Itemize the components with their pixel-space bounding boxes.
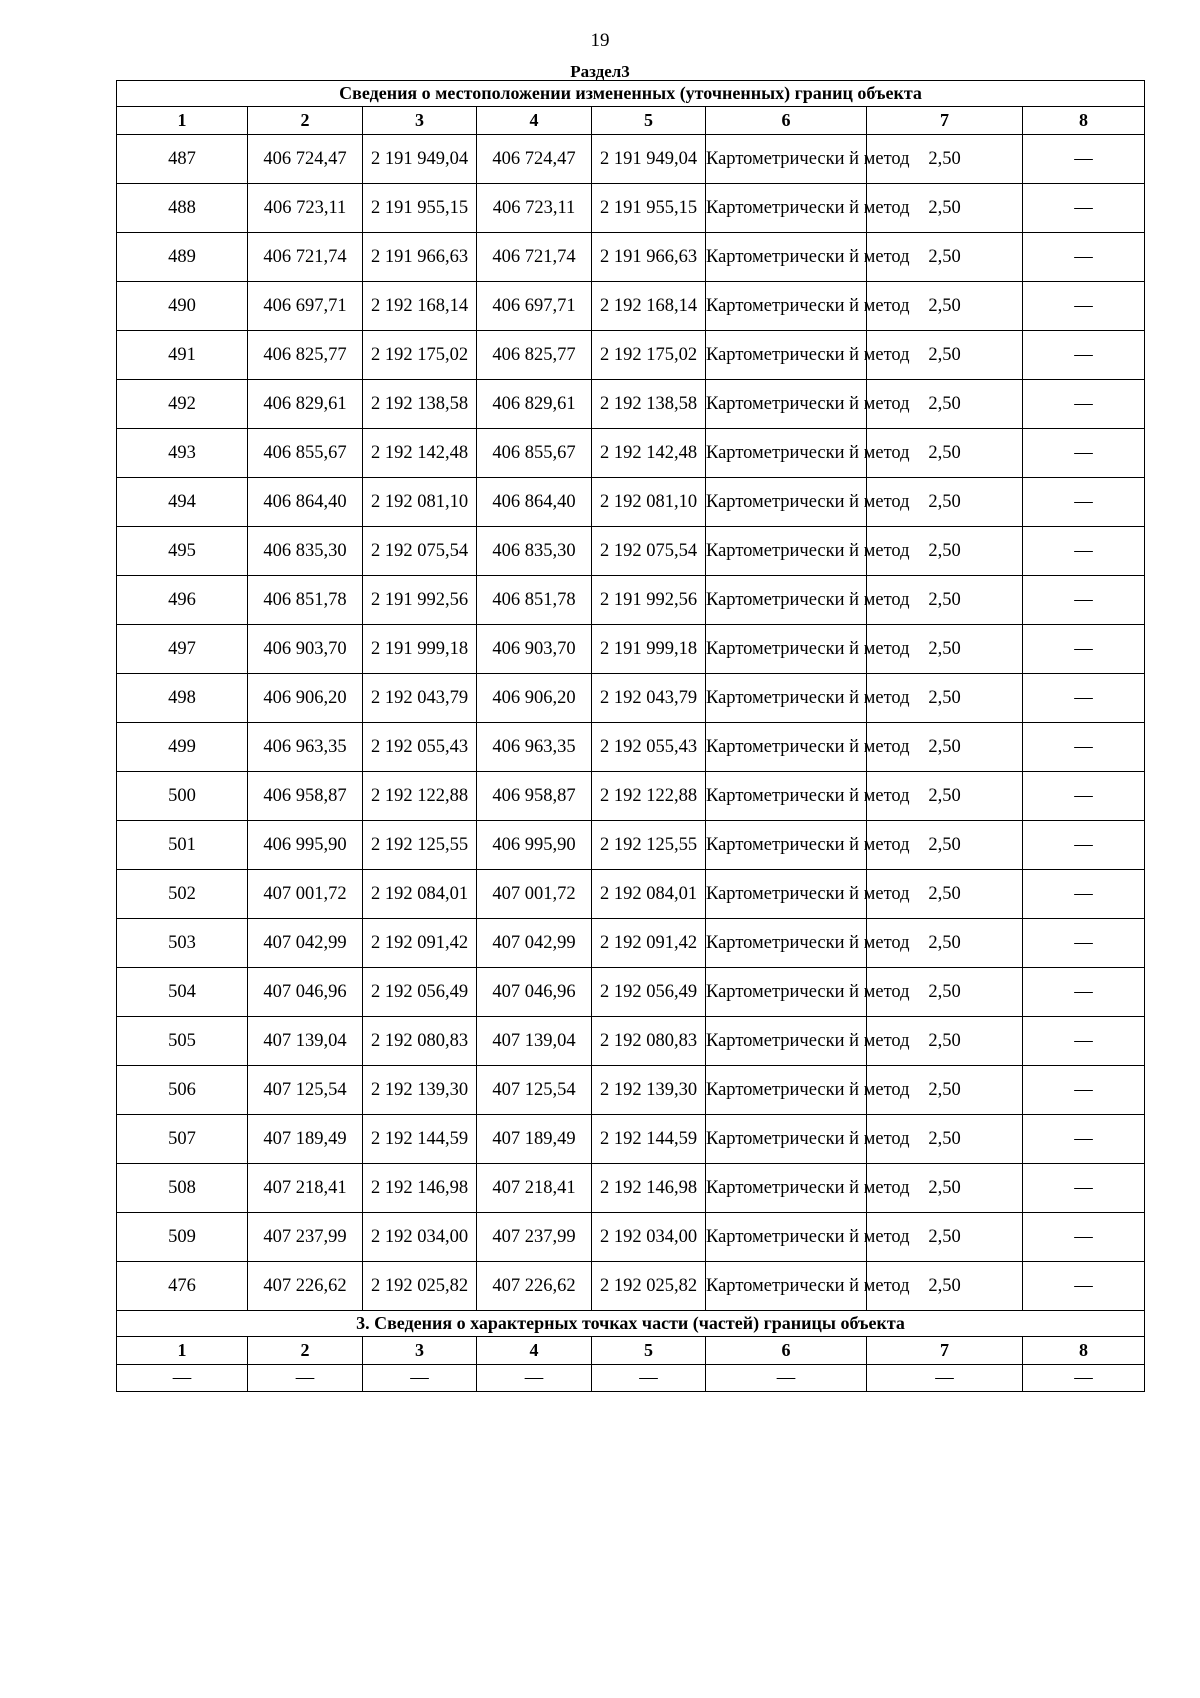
x-existing-cell: 406 864,40: [248, 478, 363, 527]
table-row: [117, 527, 1145, 576]
table-cell: —: [706, 1365, 867, 1392]
accuracy-cell: 2,50: [867, 429, 1023, 478]
y-refined-cell: 2 192 055,43: [592, 723, 706, 772]
y-existing-cell: 2 191 966,63: [363, 233, 477, 282]
x-existing-cell: 406 723,11: [248, 184, 363, 233]
y-refined-cell: 2 192 175,02: [592, 331, 706, 380]
accuracy-cell: 2,50: [867, 1164, 1023, 1213]
x-refined-cell: 407 046,96: [477, 968, 592, 1017]
table-row: [117, 1115, 1145, 1164]
table-row: [117, 1213, 1145, 1262]
x-refined-cell: 406 995,90: [477, 821, 592, 870]
column-header: 3: [363, 1337, 477, 1365]
point-number-cell: 490: [117, 282, 248, 331]
table-row: [117, 331, 1145, 380]
x-refined-cell: 406 723,11: [477, 184, 592, 233]
table-row: [117, 919, 1145, 968]
page-number: 19: [590, 30, 610, 51]
y-refined-cell: 2 192 142,48: [592, 429, 706, 478]
column-header: 8: [1023, 1337, 1145, 1365]
y-refined-cell: 2 191 966,63: [592, 233, 706, 282]
column-header: 4: [477, 107, 592, 135]
point-number-cell: 503: [117, 919, 248, 968]
y-refined-cell: 2 192 043,79: [592, 674, 706, 723]
description-cell: —: [1023, 282, 1145, 331]
method-cell: Картометрически й метод: [706, 625, 867, 674]
y-existing-cell: 2 192 125,55: [363, 821, 477, 870]
method-cell: Картометрически й метод: [706, 1115, 867, 1164]
method-cell: Картометрически й метод: [706, 674, 867, 723]
table-row: [117, 1066, 1145, 1115]
table-cell: —: [592, 1365, 706, 1392]
method-cell: Картометрически й метод: [706, 1262, 867, 1311]
y-refined-cell: 2 191 999,18: [592, 625, 706, 674]
column-header: 7: [867, 107, 1023, 135]
description-cell: —: [1023, 772, 1145, 821]
column-header: 6: [706, 1337, 867, 1365]
accuracy-cell: 2,50: [867, 968, 1023, 1017]
x-refined-cell: 406 697,71: [477, 282, 592, 331]
method-cell: Картометрически й метод: [706, 527, 867, 576]
table-cell: —: [477, 1365, 592, 1392]
y-refined-cell: 2 191 949,04: [592, 135, 706, 184]
y-existing-cell: 2 192 056,49: [363, 968, 477, 1017]
method-cell: Картометрически й метод: [706, 1213, 867, 1262]
description-cell: —: [1023, 478, 1145, 527]
description-cell: —: [1023, 1213, 1145, 1262]
description-cell: —: [1023, 1115, 1145, 1164]
accuracy-cell: 2,50: [867, 478, 1023, 527]
y-existing-cell: 2 192 043,79: [363, 674, 477, 723]
section-title: Раздел3: [570, 62, 630, 81]
table-cell: —: [1023, 1365, 1145, 1392]
accuracy-cell: 2,50: [867, 674, 1023, 723]
y-existing-cell: 2 192 139,30: [363, 1066, 477, 1115]
accuracy-cell: 2,50: [867, 331, 1023, 380]
point-number-cell: 499: [117, 723, 248, 772]
x-existing-cell: 407 189,49: [248, 1115, 363, 1164]
y-refined-cell: 2 192 034,00: [592, 1213, 706, 1262]
point-number-cell: 498: [117, 674, 248, 723]
x-refined-cell: 407 125,54: [477, 1066, 592, 1115]
column-header: 1: [117, 1337, 248, 1365]
point-number-cell: 495: [117, 527, 248, 576]
method-cell: Картометрически й метод: [706, 772, 867, 821]
y-existing-cell: 2 192 081,10: [363, 478, 477, 527]
x-existing-cell: 406 697,71: [248, 282, 363, 331]
description-cell: —: [1023, 919, 1145, 968]
description-cell: —: [1023, 821, 1145, 870]
x-refined-cell: 407 001,72: [477, 870, 592, 919]
y-refined-cell: 2 192 080,83: [592, 1017, 706, 1066]
y-refined-cell: 2 192 125,55: [592, 821, 706, 870]
y-existing-cell: 2 192 175,02: [363, 331, 477, 380]
table-row: [117, 233, 1145, 282]
description-cell: —: [1023, 723, 1145, 772]
table-row: [117, 282, 1145, 331]
accuracy-cell: 2,50: [867, 1262, 1023, 1311]
column-header: 8: [1023, 107, 1145, 135]
table-row: [117, 625, 1145, 674]
x-existing-cell: 407 042,99: [248, 919, 363, 968]
method-cell: Картометрически й метод: [706, 380, 867, 429]
description-cell: —: [1023, 184, 1145, 233]
table-row: [117, 135, 1145, 184]
x-existing-cell: 407 226,62: [248, 1262, 363, 1311]
description-cell: —: [1023, 331, 1145, 380]
x-existing-cell: 406 721,74: [248, 233, 363, 282]
accuracy-cell: 2,50: [867, 380, 1023, 429]
point-number-cell: 488: [117, 184, 248, 233]
method-cell: Картометрически й метод: [706, 821, 867, 870]
y-existing-cell: 2 191 949,04: [363, 135, 477, 184]
method-cell: Картометрически й метод: [706, 919, 867, 968]
accuracy-cell: 2,50: [867, 527, 1023, 576]
y-refined-cell: 2 191 955,15: [592, 184, 706, 233]
table-row: [117, 674, 1145, 723]
description-cell: —: [1023, 625, 1145, 674]
y-existing-cell: 2 191 992,56: [363, 576, 477, 625]
accuracy-cell: 2,50: [867, 576, 1023, 625]
x-refined-cell: 407 139,04: [477, 1017, 592, 1066]
x-refined-cell: 406 835,30: [477, 527, 592, 576]
y-existing-cell: 2 192 168,14: [363, 282, 477, 331]
column-header: 7: [867, 1337, 1023, 1365]
method-cell: Картометрически й метод: [706, 576, 867, 625]
y-existing-cell: 2 192 091,42: [363, 919, 477, 968]
table-row: [117, 184, 1145, 233]
y-existing-cell: 2 192 138,58: [363, 380, 477, 429]
description-cell: —: [1023, 1066, 1145, 1115]
accuracy-cell: 2,50: [867, 919, 1023, 968]
boundary-table: [116, 80, 1145, 1392]
table-row: [117, 821, 1145, 870]
method-cell: Картометрически й метод: [706, 1017, 867, 1066]
y-refined-cell: 2 192 122,88: [592, 772, 706, 821]
method-cell: Картометрически й метод: [706, 1164, 867, 1213]
y-refined-cell: 2 192 144,59: [592, 1115, 706, 1164]
x-existing-cell: 406 855,67: [248, 429, 363, 478]
y-refined-cell: 2 192 075,54: [592, 527, 706, 576]
point-number-cell: 493: [117, 429, 248, 478]
table-row: [117, 1017, 1145, 1066]
x-existing-cell: 407 001,72: [248, 870, 363, 919]
x-existing-cell: 407 125,54: [248, 1066, 363, 1115]
accuracy-cell: 2,50: [867, 870, 1023, 919]
point-number-cell: 501: [117, 821, 248, 870]
accuracy-cell: 2,50: [867, 723, 1023, 772]
accuracy-cell: 2,50: [867, 135, 1023, 184]
description-cell: —: [1023, 1262, 1145, 1311]
point-number-cell: 502: [117, 870, 248, 919]
method-cell: Картометрически й метод: [706, 233, 867, 282]
y-refined-cell: 2 192 146,98: [592, 1164, 706, 1213]
y-existing-cell: 2 192 034,00: [363, 1213, 477, 1262]
point-number-cell: 507: [117, 1115, 248, 1164]
point-number-cell: 506: [117, 1066, 248, 1115]
method-cell: Картометрически й метод: [706, 723, 867, 772]
y-existing-cell: 2 192 122,88: [363, 772, 477, 821]
method-cell: Картометрически й метод: [706, 870, 867, 919]
method-cell: Картометрически й метод: [706, 429, 867, 478]
x-refined-cell: 407 218,41: [477, 1164, 592, 1213]
description-cell: —: [1023, 135, 1145, 184]
method-cell: Картометрически й метод: [706, 282, 867, 331]
accuracy-cell: 2,50: [867, 772, 1023, 821]
y-refined-cell: 2 192 139,30: [592, 1066, 706, 1115]
table-row: [117, 723, 1145, 772]
point-number-cell: 487: [117, 135, 248, 184]
y-existing-cell: 2 191 955,15: [363, 184, 477, 233]
accuracy-cell: 2,50: [867, 1066, 1023, 1115]
point-number-cell: 504: [117, 968, 248, 1017]
x-refined-cell: 406 851,78: [477, 576, 592, 625]
description-cell: —: [1023, 527, 1145, 576]
x-refined-cell: 407 189,49: [477, 1115, 592, 1164]
description-cell: —: [1023, 380, 1145, 429]
x-existing-cell: 406 835,30: [248, 527, 363, 576]
table2-caption: 3. Сведения о характерных точках части (частей) границы объекта: [117, 1311, 1145, 1337]
point-number-cell: 476: [117, 1262, 248, 1311]
point-number-cell: 505: [117, 1017, 248, 1066]
table-cell: —: [248, 1365, 363, 1392]
x-existing-cell: 407 139,04: [248, 1017, 363, 1066]
point-number-cell: 497: [117, 625, 248, 674]
x-existing-cell: 406 825,77: [248, 331, 363, 380]
point-number-cell: 492: [117, 380, 248, 429]
x-existing-cell: 407 237,99: [248, 1213, 363, 1262]
y-refined-cell: 2 191 992,56: [592, 576, 706, 625]
accuracy-cell: 2,50: [867, 1115, 1023, 1164]
table1-caption-row: [117, 81, 1145, 107]
table-row: [117, 870, 1145, 919]
x-refined-cell: 407 042,99: [477, 919, 592, 968]
method-cell: Картометрически й метод: [706, 968, 867, 1017]
x-existing-cell: 406 995,90: [248, 821, 363, 870]
description-cell: —: [1023, 1164, 1145, 1213]
x-refined-cell: 406 963,35: [477, 723, 592, 772]
x-refined-cell: 406 906,20: [477, 674, 592, 723]
description-cell: —: [1023, 968, 1145, 1017]
y-refined-cell: 2 192 138,58: [592, 380, 706, 429]
accuracy-cell: 2,50: [867, 233, 1023, 282]
x-existing-cell: 406 829,61: [248, 380, 363, 429]
column-header: 4: [477, 1337, 592, 1365]
description-cell: —: [1023, 1017, 1145, 1066]
y-existing-cell: 2 192 080,83: [363, 1017, 477, 1066]
method-cell: Картометрически й метод: [706, 1066, 867, 1115]
x-refined-cell: 406 864,40: [477, 478, 592, 527]
y-refined-cell: 2 192 168,14: [592, 282, 706, 331]
y-existing-cell: 2 192 075,54: [363, 527, 477, 576]
x-refined-cell: 406 724,47: [477, 135, 592, 184]
x-existing-cell: 406 906,20: [248, 674, 363, 723]
point-number-cell: 509: [117, 1213, 248, 1262]
x-refined-cell: 407 237,99: [477, 1213, 592, 1262]
x-refined-cell: 406 825,77: [477, 331, 592, 380]
point-number-cell: 491: [117, 331, 248, 380]
x-existing-cell: 406 903,70: [248, 625, 363, 674]
column-header: 6: [706, 107, 867, 135]
y-refined-cell: 2 192 081,10: [592, 478, 706, 527]
y-existing-cell: 2 192 084,01: [363, 870, 477, 919]
table2-empty-row: [117, 1365, 1145, 1392]
table1-caption: Сведения о местоположении измененных (уточненных) границ объекта: [117, 81, 1145, 107]
table-row: [117, 772, 1145, 821]
table-cell: —: [363, 1365, 477, 1392]
point-number-cell: 508: [117, 1164, 248, 1213]
point-number-cell: 494: [117, 478, 248, 527]
table-cell: —: [867, 1365, 1023, 1392]
x-existing-cell: 406 963,35: [248, 723, 363, 772]
x-existing-cell: 406 958,87: [248, 772, 363, 821]
table-row: [117, 380, 1145, 429]
accuracy-cell: 2,50: [867, 625, 1023, 674]
table-row: [117, 968, 1145, 1017]
y-existing-cell: 2 192 146,98: [363, 1164, 477, 1213]
description-cell: —: [1023, 233, 1145, 282]
y-existing-cell: 2 192 144,59: [363, 1115, 477, 1164]
x-existing-cell: 407 046,96: [248, 968, 363, 1017]
table1-header-row: [117, 107, 1145, 135]
description-cell: —: [1023, 576, 1145, 625]
y-refined-cell: 2 192 056,49: [592, 968, 706, 1017]
accuracy-cell: 2,50: [867, 1213, 1023, 1262]
method-cell: Картометрически й метод: [706, 478, 867, 527]
method-cell: Картометрически й метод: [706, 135, 867, 184]
x-refined-cell: 406 958,87: [477, 772, 592, 821]
accuracy-cell: 2,50: [867, 821, 1023, 870]
table2-header-row: [117, 1337, 1145, 1365]
table-cell: —: [117, 1365, 248, 1392]
table-row: [117, 1262, 1145, 1311]
table2-caption-row: [117, 1311, 1145, 1337]
x-refined-cell: 406 829,61: [477, 380, 592, 429]
description-cell: —: [1023, 674, 1145, 723]
point-number-cell: 496: [117, 576, 248, 625]
column-header: 5: [592, 1337, 706, 1365]
point-number-cell: 500: [117, 772, 248, 821]
table-row: [117, 478, 1145, 527]
column-header: 3: [363, 107, 477, 135]
x-existing-cell: 406 851,78: [248, 576, 363, 625]
accuracy-cell: 2,50: [867, 1017, 1023, 1066]
y-existing-cell: 2 192 142,48: [363, 429, 477, 478]
y-refined-cell: 2 192 025,82: [592, 1262, 706, 1311]
x-refined-cell: 407 226,62: [477, 1262, 592, 1311]
column-header: 2: [248, 1337, 363, 1365]
description-cell: —: [1023, 870, 1145, 919]
y-refined-cell: 2 192 091,42: [592, 919, 706, 968]
accuracy-cell: 2,50: [867, 282, 1023, 331]
column-header: 5: [592, 107, 706, 135]
x-existing-cell: 407 218,41: [248, 1164, 363, 1213]
method-cell: Картометрически й метод: [706, 184, 867, 233]
column-header: 1: [117, 107, 248, 135]
accuracy-cell: 2,50: [867, 184, 1023, 233]
table-row: [117, 429, 1145, 478]
y-existing-cell: 2 192 025,82: [363, 1262, 477, 1311]
method-cell: Картометрически й метод: [706, 331, 867, 380]
x-refined-cell: 406 721,74: [477, 233, 592, 282]
y-existing-cell: 2 192 055,43: [363, 723, 477, 772]
x-refined-cell: 406 855,67: [477, 429, 592, 478]
table-row: [117, 576, 1145, 625]
y-existing-cell: 2 191 999,18: [363, 625, 477, 674]
description-cell: —: [1023, 429, 1145, 478]
x-existing-cell: 406 724,47: [248, 135, 363, 184]
x-refined-cell: 406 903,70: [477, 625, 592, 674]
point-number-cell: 489: [117, 233, 248, 282]
y-refined-cell: 2 192 084,01: [592, 870, 706, 919]
table-row: [117, 1164, 1145, 1213]
column-header: 2: [248, 107, 363, 135]
